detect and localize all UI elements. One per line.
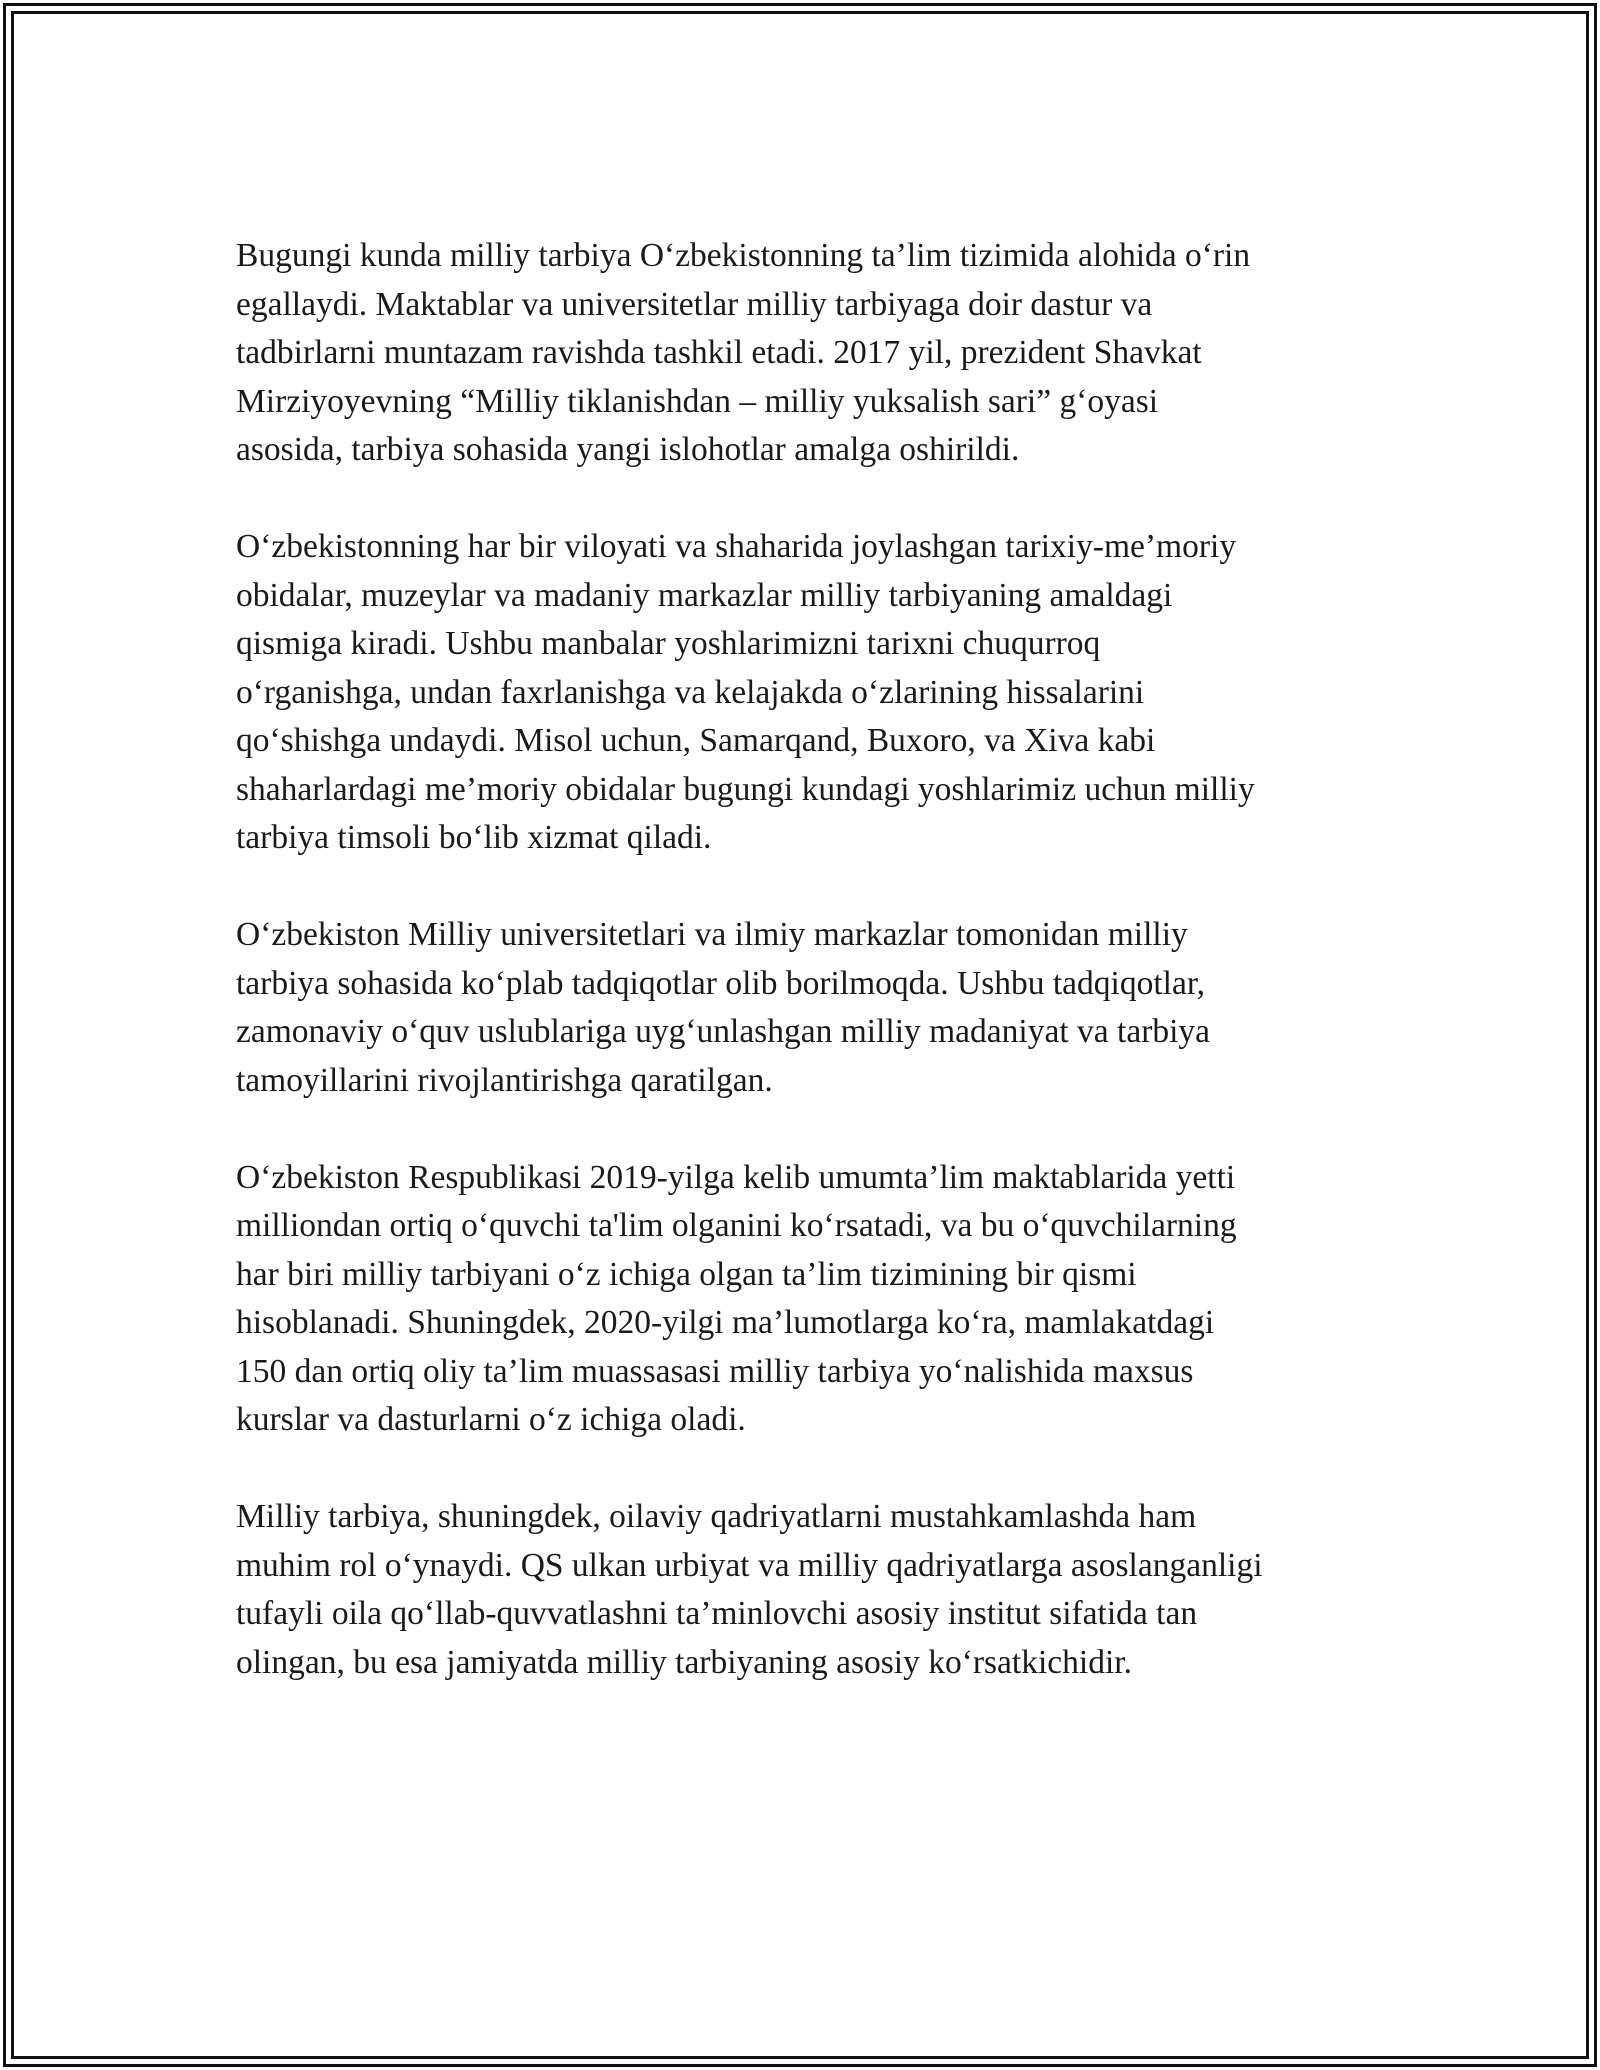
paragraph-3: O‘zbekiston Milliy universitetlari va ilmiy markazlar tomonidan milliy tarbiya sohasida ko‘plab tadqiqotlar olib borilmoqda. Ushbu tadqiqotlar, zamonaviy o‘quv uslublariga uyg‘unlashgan milliy madaniyat va tarbiya tamoyillarini rivojlantirishga qaratilgan.	[236, 916, 1211, 1099]
paragraph-5: Milliy tarbiya, shuningdek, oilaviy qadriyatlarni mustahkamlashda ham muhim rol o‘ynaydi. QS ulkan urbiyat va milliy qadriyatlarga asoslanganligi tufayli oila qo‘llab-quvvatlashni ta’minlovchi asosiy institut sifatida tan olingan, bu esa jamiyatda milliy tarbiyaning asosiy ko‘rsatkichidir.	[236, 1498, 1263, 1681]
paragraph-1: Bugungi kunda milliy tarbiya O‘zbekistonning ta’lim tizimida alohida o‘rin egallaydi. Maktablar va universitetlar milliy tarbiyaga doir dastur va tadbirlarni muntazam ravishda tashkil etadi. 2017 yil, prezident Shavkat Mirziyoyevning “Milliy tiklanishdan – milliy yuksalish sari” g‘oyasi asosida, tarbiya sohasida yangi islohotlar amalga oshirildi.	[236, 237, 1251, 468]
paragraph-4: O‘zbekiston Respublikasi 2019-yilga kelib umumta’lim maktablarida yetti milliondan ortiq o‘quvchi ta'lim olganini ko‘rsatadi, va bu o‘quvchilarning har biri milliy tarbiyani o‘z ichiga olgan ta’lim tizimining bir qismi hisoblanadi. Shuningdek, 2020-yilgi ma’lumotlarga ko‘ra, mamlakatdagi 150 dan ortiq oliy ta’lim muassasasi milliy tarbiya yo‘nalishida maxsus kurslar va dasturlarni o‘z ichiga oladi.	[236, 1158, 1237, 1438]
document-body	[236, 232, 1371, 1736]
paragraph-2: O‘zbekistonning har bir viloyati va shaharida joylashgan tarixiy-me’moriy obidalar, muzeylar va madaniy markazlar milliy tarbiyaning amaldagi qismiga kiradi. Ushbu manbalar yoshlarimizni tarixni chuqurroq o‘rganishga, undan faxrlanishga va kelajakda o‘zlarining hissalarini qo‘shishga undaydi. Misol uchun, Samarqand, Buxoro, va Xiva kabi shaharlardagi me’moriy obidalar bugungi kundagi yoshlarimiz uchun milliy tarbiya timsoli bo‘lib xizmat qiladi.	[236, 528, 1255, 856]
